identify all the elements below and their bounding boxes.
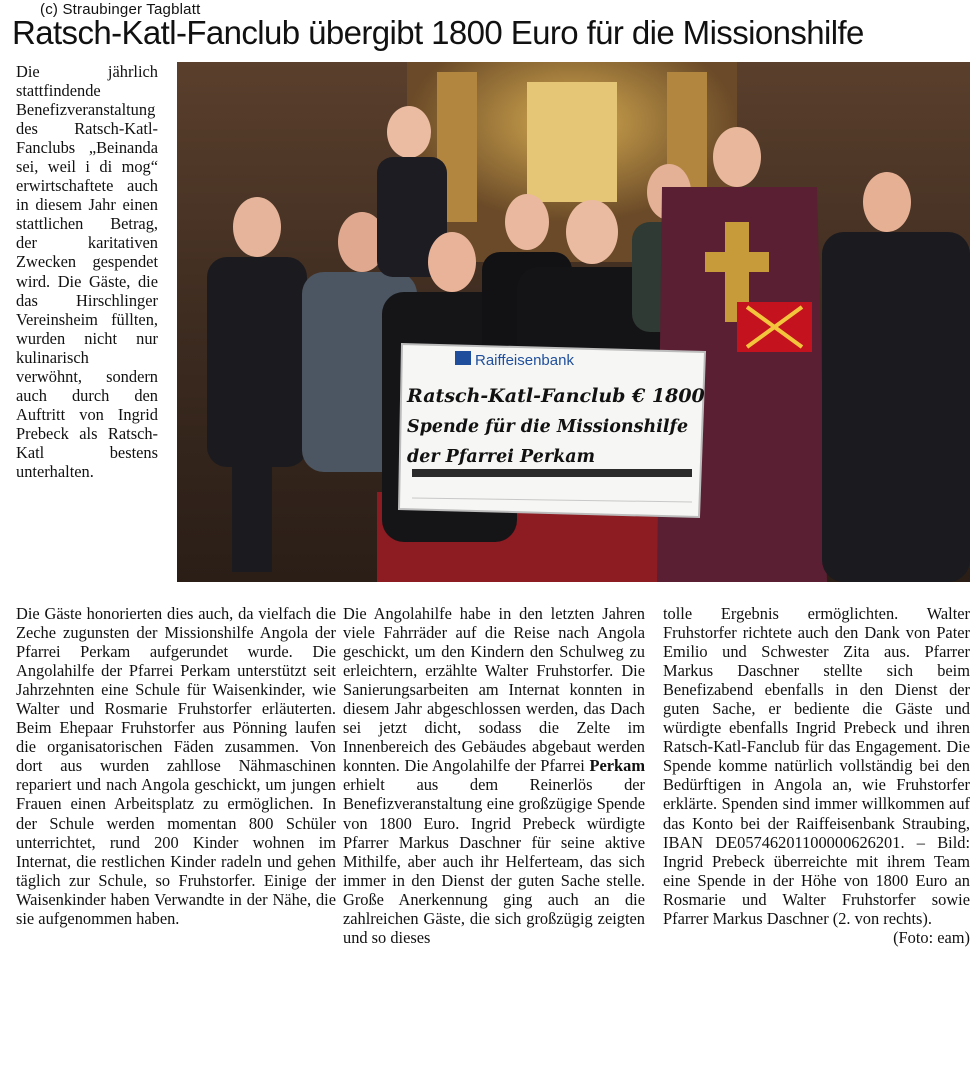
check-line-2: Spende für die Missionshilfe	[407, 417, 689, 437]
check-bank-name: Raiffeisenbank	[475, 352, 574, 369]
article-column-1-top	[16, 62, 158, 481]
check-line-3: der Pfarrei Perkam	[407, 447, 596, 467]
article-column-3	[663, 604, 970, 947]
article-photo	[177, 62, 970, 582]
article-paragraph-1: Die Gäste honorierten dies auch, da vielfach die Zeche zugunsten der Missionshilfe Angola der Pfarrei Perkam aufgerundet wurde. Die Angolahilfe der Pfarrei Perkam unterstützt seit Jahrzehnten eine Schule für Waisenkinder, wie Walter und Rosmarie Fruhstorfer erläuterten. Beim Ehepaar Fruhstorfer aus Pönning laufen die organisatorischen Fäden zusammen. Von dort aus wurden zahllose Nähmaschinen repariert und nach Angola geschickt, um jungen Frauen einen Arbeitsplatz zu ermöglichen. In der Schule werden momentan 800 Schüler unterrichtet, rund 200 Kinder wohnen im Internat, die restlichen Kinder radeln und gehen täglich zur Schule, so Fruhstorfer. Einige der Waisenkinder haben Verwandte in der Nähe, die sie aufgenommen haben.	[16, 604, 336, 928]
article-text-2b: erhielt aus dem Reinerlös der Benefizveranstaltung eine großzügige Spende von 1800 Euro. Ingrid Prebeck würdigte Pfarrer Markus Daschner für seine aktive Mithilfe, aber auch ihr Helferteam, das sich immer in den Dienst der guten Sache stelle. Große Anerkennung ging auch an die zahlreichen Gäste, die sich großzügig zeigten und so dieses	[343, 775, 645, 947]
donation-check	[399, 344, 705, 517]
article-text-2a: Die Angolahilfe habe in den letzten Jahren viele Fahrräder auf die Reise nach Angola geschickt, um den Kindern den Schulweg zu erleichtern, erzählte Walter Fruhstorfer. Die Sanierungsarbeiten am Internat konnten in diesem Jahr abgeschlossen werden, das Dach sei jetzt dicht, sodass die Zelte im Innenbereich des Gebäudes abgebaut werden konnten. Die Angolahilfe der Pfarrei	[343, 604, 645, 776]
article-column-2	[343, 604, 645, 947]
article-paragraph-2	[343, 604, 645, 947]
headline: Ratsch-Katl-Fanclub übergibt 1800 Euro für die Missionshilfe	[12, 14, 864, 51]
article-text-bold-perkam: Perkam	[589, 756, 645, 776]
article-paragraph-intro: Die jährlich stattfindende Benefizveranstaltung des Ratsch-Katl-Fanclubs „Beinanda sei, weil i di mog“ erwirtschaftete auch in diesem Jahr einen stattlichen Betrag, der karitativen Zwecken gespendet wird. Die Gäste, die das Hirschlinger Vereinsheim füllten, wurden nicht nur kulinarisch verwöhnt, sondern auch durch den Auftritt von Ingrid Prebeck als Ratsch-Katl bestens unterhalten.	[16, 62, 158, 481]
article-column-1-bottom	[16, 604, 336, 928]
source-label: (c) Straubinger Tagblatt	[40, 1, 201, 18]
article-paragraph-3: tolle Ergebnis ermöglichten. Walter Fruhstorfer richtete auch den Dank von Pater Emilio und Schwester Zita aus. Pfarrer Markus Daschner stellte sich beim Benefizabend ebenfalls in den Dienst der guten Sache, er bediente die Gäste und würdigte ebenfalls Ingrid Prebeck und ihren Ratsch-Katl-Fanclub für das Engagement. Die Spende komme natürlich vollständig bei den Bedürftigen in Angola an, wie Fruhstorfer erklärte. Spenden sind immer willkommen auf das Konto bei der Raiffeisenbank Straubing, IBAN DE05746201100000626201. – Bild: Ingrid Prebeck überreichte mit ihrem Team eine Spende in der Höhe von 1800 Euro an Rosmarie und Walter Fruhstorfer sowie Pfarrer Markus Daschner (2. von rechts).	[663, 604, 970, 928]
photo-credit: (Foto: eam)	[893, 927, 970, 947]
check-line-1: Ratsch-Katl-Fanclub € 1800	[407, 385, 705, 407]
photo-illustration	[177, 62, 970, 582]
